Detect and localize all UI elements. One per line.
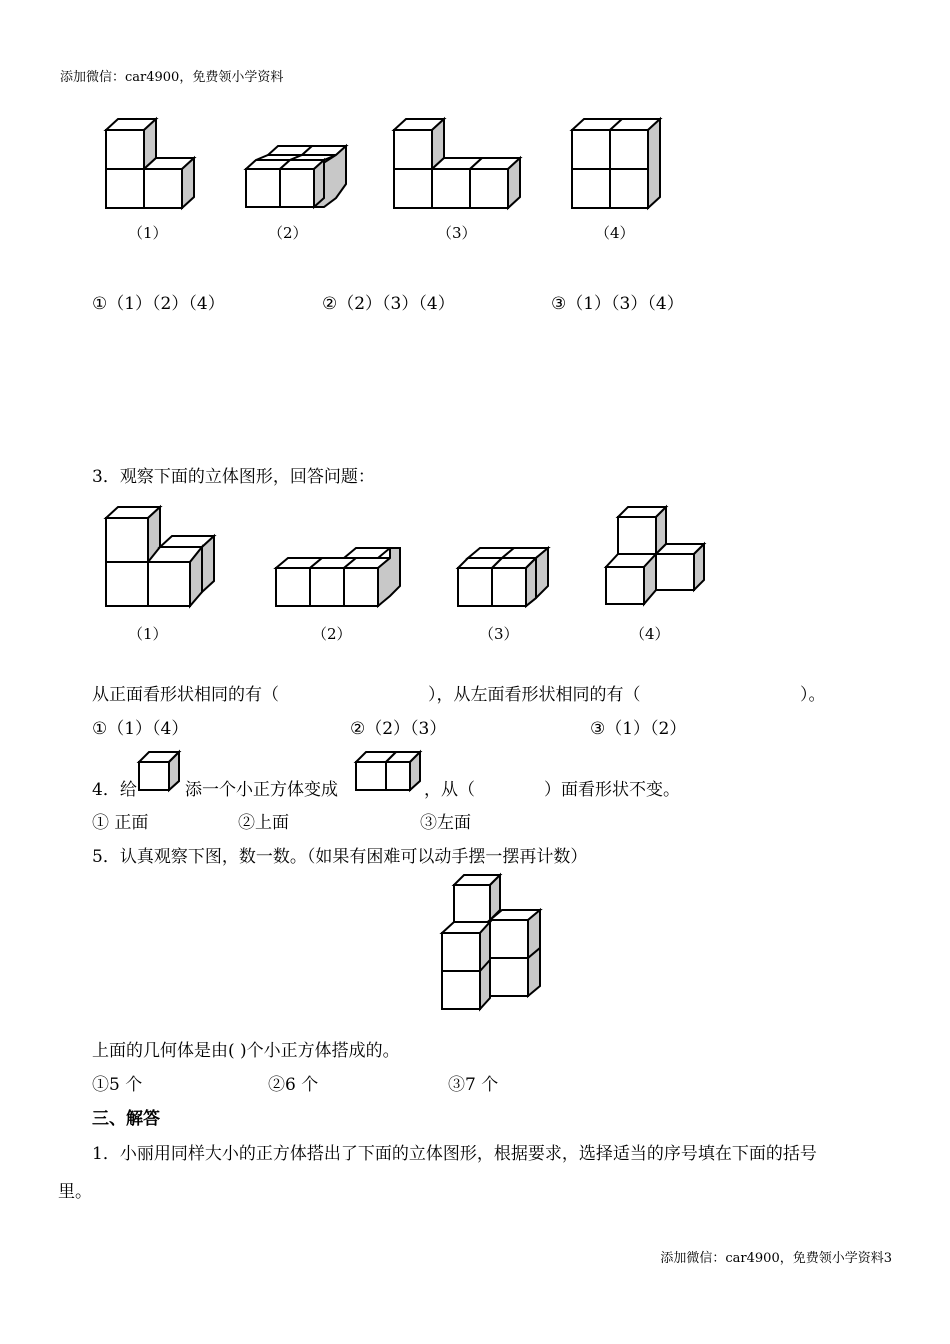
section3-title: 三、解答 <box>92 1109 160 1129</box>
q2-option-3[interactable]: ③（1）（3）（4） <box>551 294 684 314</box>
q5-figure <box>436 870 546 1015</box>
q2-option-2[interactable]: ②（2）（3）（4） <box>322 294 455 314</box>
q3-line-c: ）。 <box>800 685 826 705</box>
q4-option-2[interactable]: ②上面 <box>238 813 289 833</box>
q4-part1: 4．给 <box>92 780 137 800</box>
q2-caption-1: （1） <box>128 224 168 242</box>
q3-caption-1: （1） <box>128 625 168 643</box>
q3-caption-2: （2） <box>312 625 352 643</box>
footer-watermark: 添加微信：car4900，免费领小学资料3 <box>660 1251 892 1266</box>
q2-caption-4: （4） <box>595 224 635 242</box>
q2-caption-2: （2） <box>268 224 308 242</box>
q4-option-1[interactable]: ① 正面 <box>92 813 149 833</box>
q3-blank-front[interactable] <box>300 682 418 702</box>
q2-figure-1 <box>100 112 210 222</box>
q3-figure-3 <box>452 540 562 612</box>
q2-option-1[interactable]: ①（1）（2）（4） <box>92 294 225 314</box>
q5-question: 上面的几何体是由( )个小正方体搭成的。 <box>92 1041 400 1061</box>
q3-caption-3: （3） <box>479 625 519 643</box>
q4-part3: ，从（ <box>424 780 475 800</box>
q3-figure-4 <box>600 500 715 612</box>
q4-option-3[interactable]: ③左面 <box>420 813 471 833</box>
q3-blank-left[interactable] <box>680 682 795 702</box>
q2-figure-2 <box>240 140 350 220</box>
q3-option-1[interactable]: ①（1）（4） <box>92 719 189 739</box>
q4-part2: 添一个小正方体变成 <box>185 780 338 800</box>
q4-small-shape <box>136 744 186 794</box>
q5-option-3[interactable]: ③7 个 <box>448 1075 499 1095</box>
q3-option-3[interactable]: ③（1）（2） <box>590 719 687 739</box>
q4-part4: ）面看形状不变。 <box>544 780 680 800</box>
q5-option-1[interactable]: ①5 个 <box>92 1075 143 1095</box>
q3-caption-4: （4） <box>630 625 670 643</box>
q3-line-b: ），从左面看形状相同的有（ <box>428 685 641 705</box>
q3-figure-1 <box>100 502 225 612</box>
q4-blank[interactable] <box>482 777 540 797</box>
q3-option-2[interactable]: ②（2）（3） <box>350 719 447 739</box>
q2-caption-3: （3） <box>437 224 477 242</box>
q2-figure-3 <box>388 112 528 222</box>
q5-option-2[interactable]: ②6 个 <box>268 1075 319 1095</box>
header-watermark: 添加微信：car4900，免费领小学资料 <box>60 70 284 85</box>
q3-line-a: 从正面看形状相同的有（ <box>92 685 279 705</box>
q5-stem: 5．认真观察下图，数一数。（如果有困难可以动手摆一摆再计数） <box>92 847 588 867</box>
section3-q1-line2: 里。 <box>58 1182 92 1202</box>
q3-stem: 3．观察下面的立体图形，回答问题： <box>92 467 375 487</box>
q3-figure-2 <box>270 540 410 612</box>
section3-q1-line1: 1．小丽用同样大小的正方体搭出了下面的立体图形，根据要求，选择适当的序号填在下面的括号 <box>92 1144 817 1164</box>
q4-target-shape <box>352 744 422 794</box>
q2-figure-4 <box>566 112 676 222</box>
